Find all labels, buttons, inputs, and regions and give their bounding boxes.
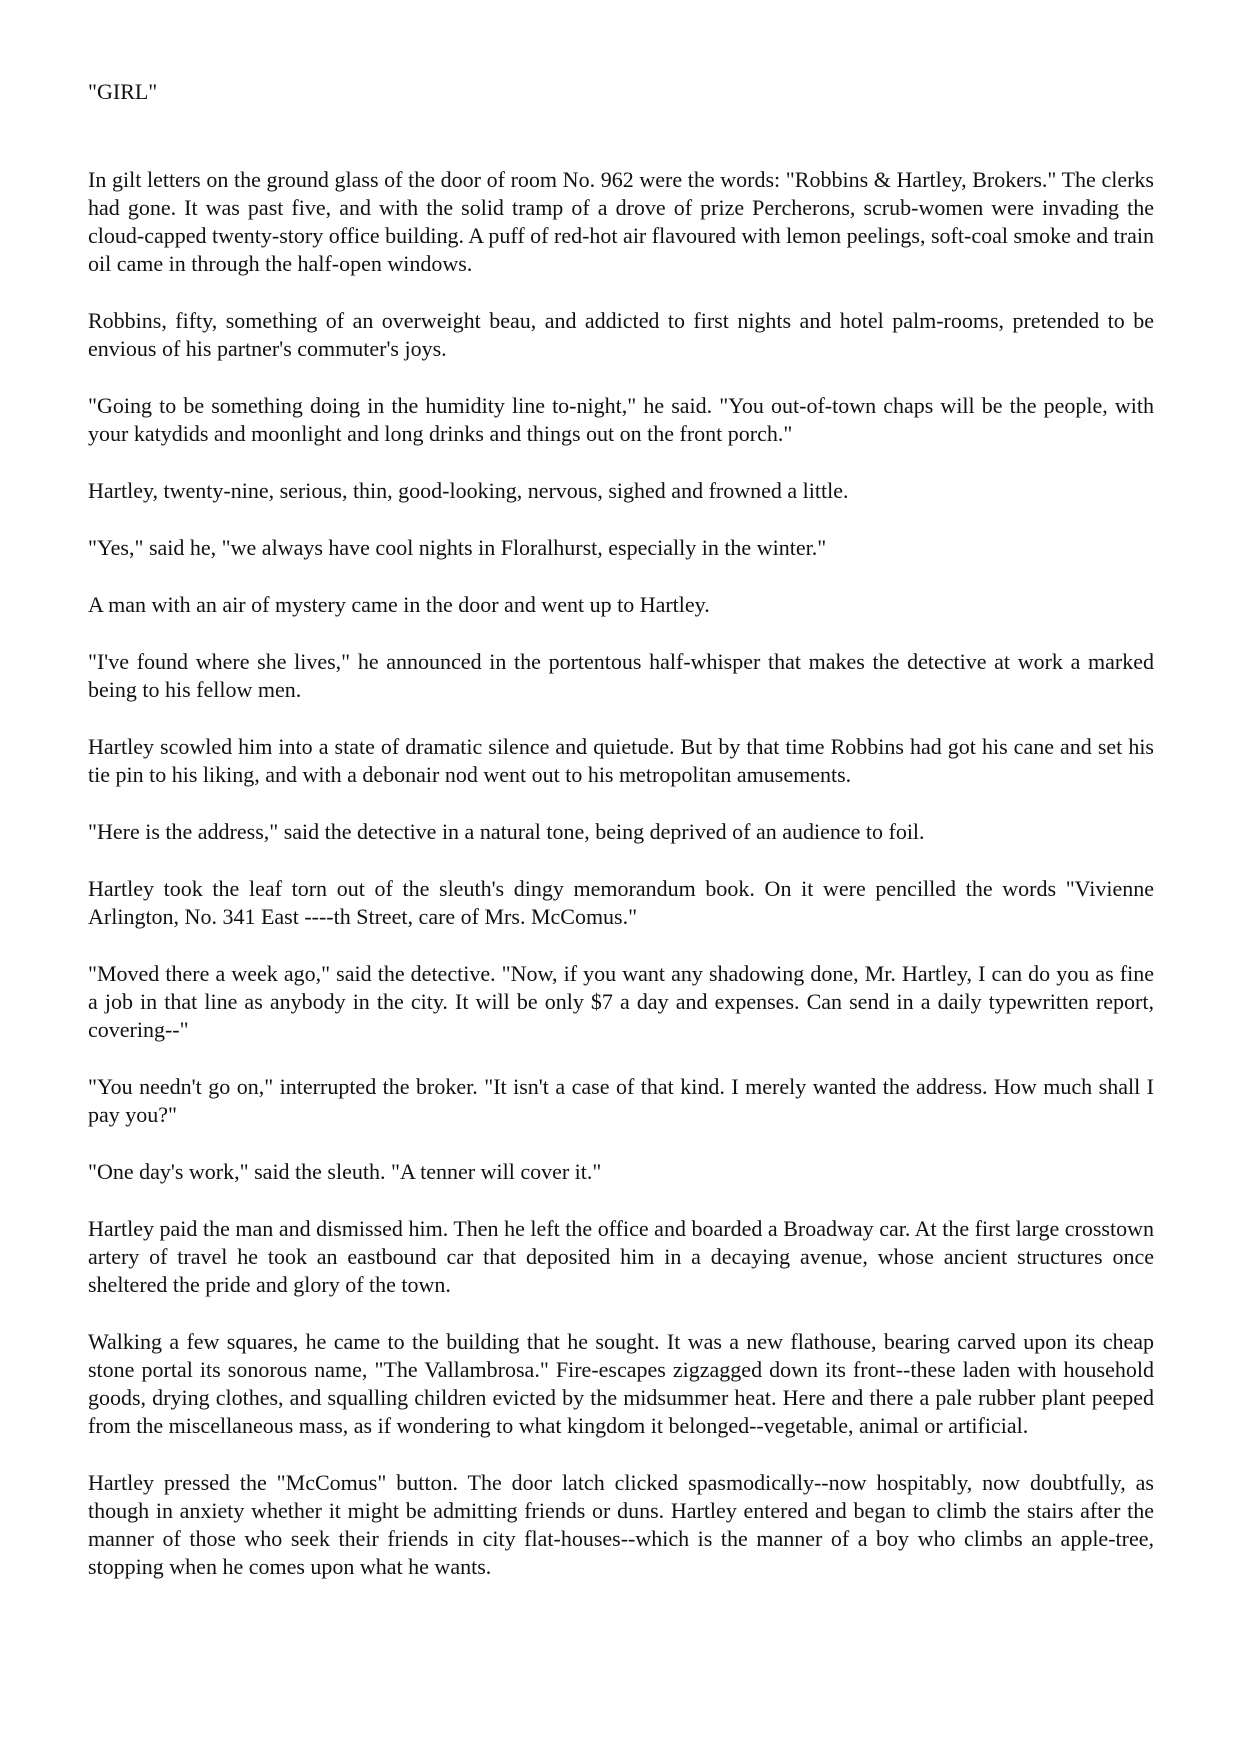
- paragraph: "Here is the address," said the detective in a natural tone, being deprived of an audience to foil.: [88, 819, 925, 844]
- paragraph: Robbins, fifty, something of an overweight beau, and addicted to first nights and hotel palm-rooms, pretended to be envious of his partner's commuter's joys.: [88, 308, 1154, 361]
- paragraph: Hartley scowled him into a state of dramatic silence and quietude. But by that time Robbins had got his cane and set his tie pin to his liking, and with a debonair nod went out to his metropolitan amusements.: [88, 734, 1154, 787]
- paragraph: Walking a few squares, he came to the building that he sought. It was a new flathouse, bearing carved upon its cheap stone portal its sonorous name, "The Vallambrosa." Fire-escapes zigzagged down its front--these laden with household goods, drying clothes, and squalling children evicted by the midsummer heat. Here and there a pale rubber plant peeped from the miscellaneous mass, as if wondering to what kingdom it belonged--vegetable, animal or artificial.: [88, 1329, 1154, 1438]
- paragraph: "Going to be something doing in the humidity line to-night," he said. "You out-of-town chaps will be the people, with your katydids and moonlight and long drinks and things out on the front porch.": [88, 393, 1154, 446]
- paragraph: "Moved there a week ago," said the detective. "Now, if you want any shadowing done, Mr. Hartley, I can do you as fine a job in that line as anybody in the city. It will be only $7 a day and expenses. Can send in a daily typewritten report, covering--": [88, 961, 1154, 1042]
- document-page: [88, 78, 1154, 1610]
- paragraph: Hartley, twenty-nine, serious, thin, good-looking, nervous, sighed and frowned a little.: [88, 478, 849, 503]
- paragraph: Hartley paid the man and dismissed him. Then he left the office and boarded a Broadway car. At the first large crosstown artery of travel he took an eastbound car that deposited him in a decaying avenue, whose ancient structures once sheltered the pride and glory of the town.: [88, 1216, 1154, 1297]
- story-title: "GIRL": [88, 79, 158, 104]
- paragraph: "I've found where she lives," he announced in the portentous half-whisper that makes the detective at work a marked being to his fellow men.: [88, 649, 1154, 702]
- paragraph: Hartley pressed the "McComus" button. The door latch clicked spasmodically--now hospitably, now doubtfully, as though in anxiety whether it might be admitting friends or duns. Hartley entered and began to climb the stairs after the manner of those who seek their friends in city flat-houses--which is the manner of a boy who climbs an apple-tree, stopping when he comes upon what he wants.: [88, 1470, 1154, 1579]
- paragraph: "One day's work," said the sleuth. "A tenner will cover it.": [88, 1159, 602, 1184]
- paragraph: A man with an air of mystery came in the door and went up to Hartley.: [88, 592, 710, 617]
- paragraph: In gilt letters on the ground glass of the door of room No. 962 were the words: "Robbins & Hartley, Brokers." The clerks had gone. It was past five, and with the solid tramp of a drove of prize Percherons, scrub-women were invading the cloud-capped twenty-story office building. A puff of red-hot air flavoured with lemon peelings, soft-coal smoke and train oil came in through the half-open windows.: [88, 167, 1154, 276]
- paragraph: "You needn't go on," interrupted the broker. "It isn't a case of that kind. I merely wanted the address. How much shall I pay you?": [88, 1074, 1154, 1127]
- paragraph: "Yes," said he, "we always have cool nights in Floralhurst, especially in the winter.": [88, 535, 827, 560]
- paragraph: Hartley took the leaf torn out of the sleuth's dingy memorandum book. On it were pencilled the words "Vivienne Arlington, No. 341 East ----th Street, care of Mrs. McComus.": [88, 876, 1154, 929]
